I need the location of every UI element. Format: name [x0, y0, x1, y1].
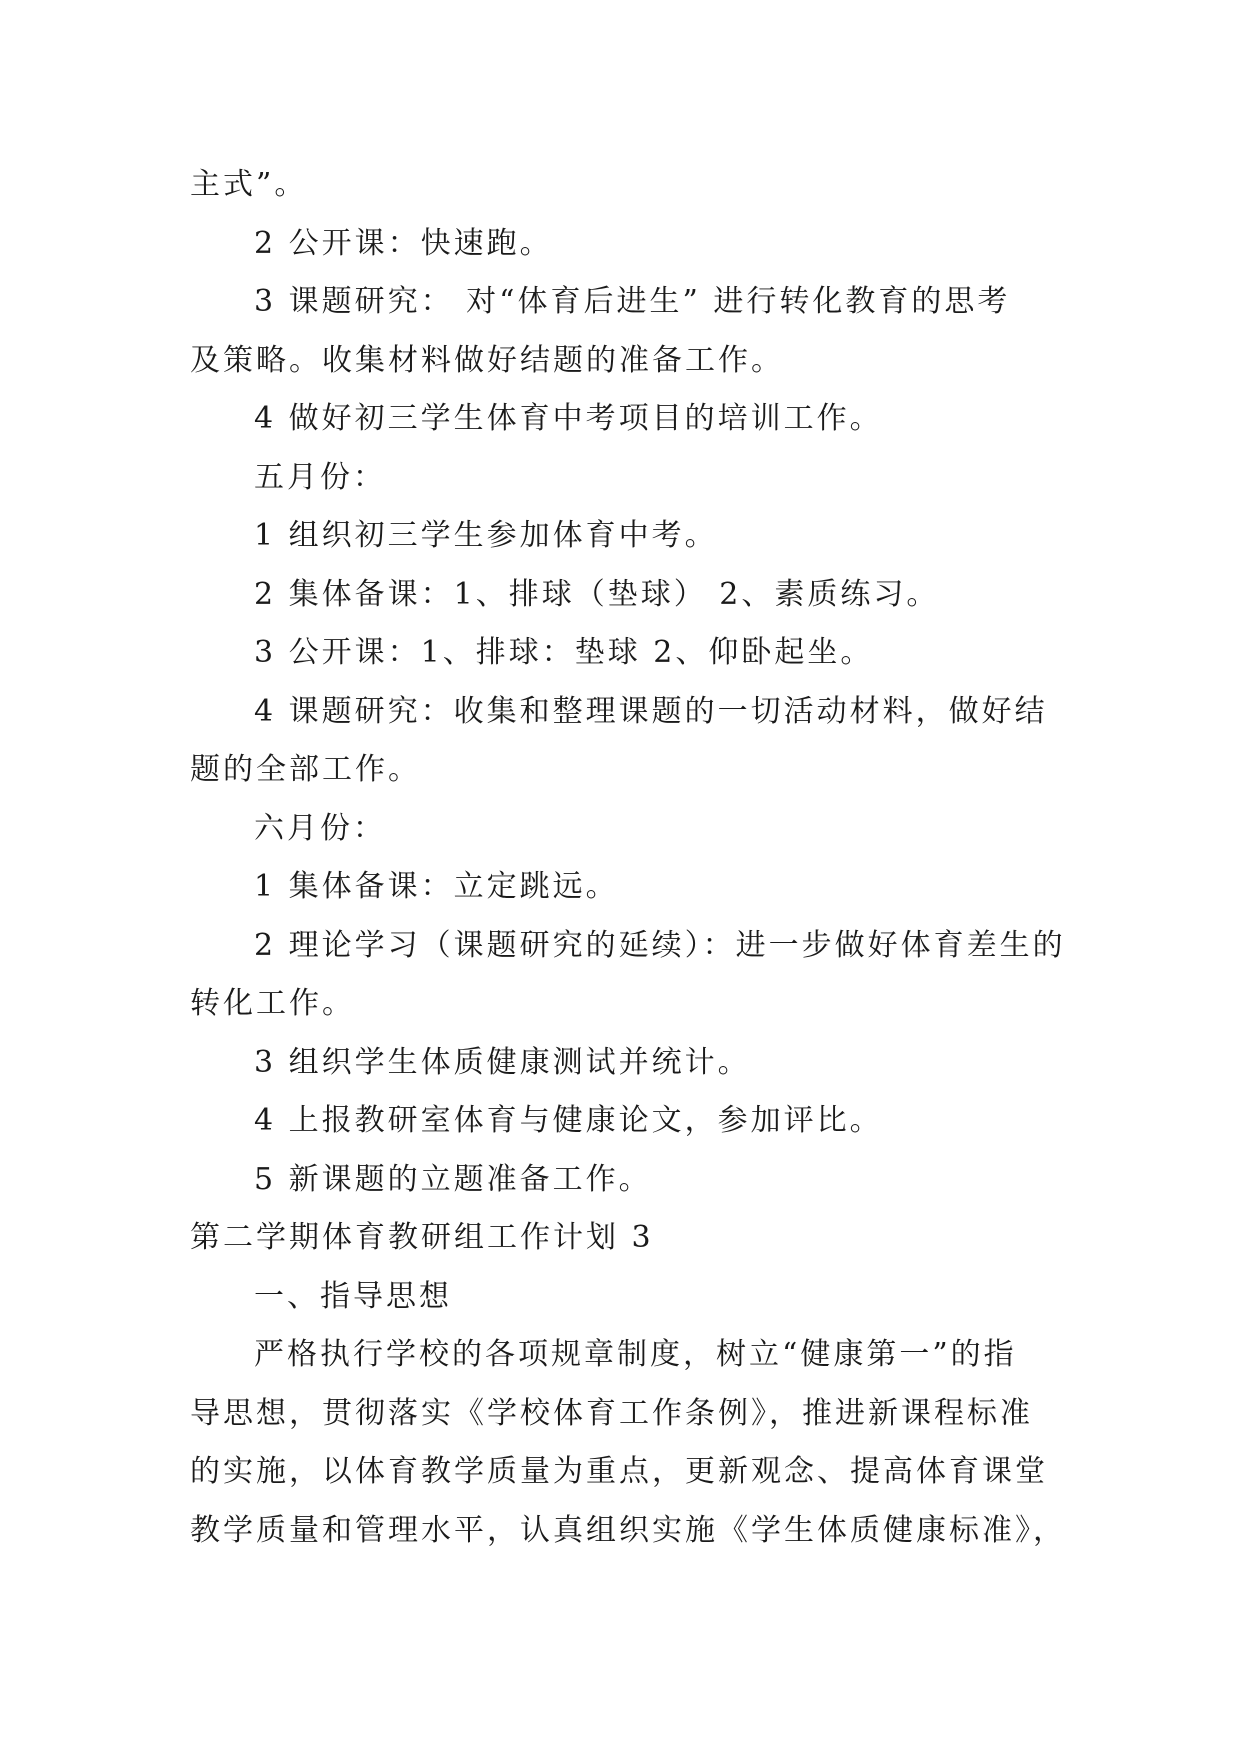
document-page — [190, 156, 1066, 1560]
text-line: 5 新课题的立题准备工作。 — [254, 1161, 652, 1197]
text-line: 2 理论学习（课题研究的延续）：进一步做好体育差生的 — [254, 927, 1066, 963]
section-heading: 一、指导思想 — [254, 1278, 452, 1314]
document-title: 第二学期体育教研组工作计划 3 — [190, 1220, 654, 1255]
text-line: 1 集体备课：立定跳远。 — [254, 869, 619, 904]
text-line: 4 课题研究：收集和整理课题的一切活动材料，做好结 — [254, 693, 1048, 729]
text-line: 严格执行学校的各项规章制度，树立“健康第一”的指 — [254, 1337, 1017, 1372]
text-line: 题的全部工作。 — [190, 752, 421, 787]
text-line: 4 上报教研室体育与健康论文，参加评比。 — [254, 1103, 883, 1138]
section-heading: 五月份： — [254, 459, 386, 495]
text-line: 的实施，以体育教学质量为重点，更新观念、提高体育课堂 — [190, 1454, 1048, 1489]
text-line: 转化工作。 — [190, 986, 355, 1021]
text-line: 及策略。收集材料做好结题的准备工作。 — [190, 342, 784, 378]
text-line: 1 组织初三学生参加体育中考。 — [254, 518, 718, 553]
text-line: 3 公开课：1、排球：垫球 2、仰卧起坐。 — [254, 635, 874, 670]
text-line: 4 做好初三学生体育中考项目的培训工作。 — [254, 401, 883, 436]
text-line: 主式”。 — [190, 167, 308, 202]
text-line: 3 课题研究： 对“体育后进生” 进行转化教育的思考 — [254, 284, 1011, 319]
text-line: 导思想，贯彻落实《学校体育工作条例》，推进新课程标准 — [190, 1395, 1033, 1431]
text-line: 教学质量和管理水平，认真组织实施《学生体质健康标准》， — [190, 1512, 1066, 1548]
section-heading: 六月份： — [254, 810, 386, 846]
text-line: 2 公开课：快速跑。 — [254, 225, 553, 261]
text-line: 2 集体备课：1、排球（垫球） 2、素质练习。 — [254, 576, 940, 612]
text-line: 3 组织学生体质健康测试并统计。 — [254, 1044, 751, 1080]
